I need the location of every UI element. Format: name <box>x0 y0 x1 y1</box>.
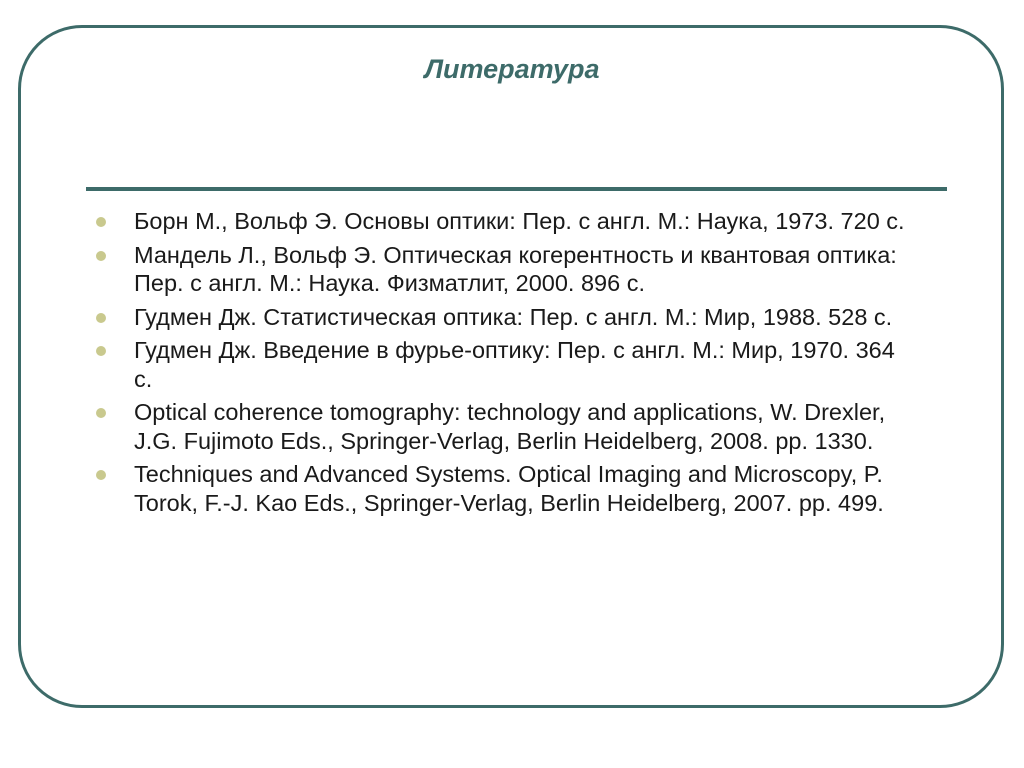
slide-title: Литература <box>424 54 600 84</box>
reference-list <box>96 207 916 522</box>
bullet-icon <box>96 408 106 418</box>
bullet-icon <box>96 470 106 480</box>
bullet-icon <box>96 251 106 261</box>
reference-text: Techniques and Advanced Systems. Optical Imaging and Microscopy, P. Torok, F.-J. Kao Eds., Springer-Verlag, Berlin Heidelberg, 2007. pp. 499. <box>134 461 884 516</box>
reference-text: Гудмен Дж. Статистическая оптика: Пер. с англ. М.: Мир, 1988. 528 с. <box>134 303 893 330</box>
reference-text: Мандель Л., Вольф Э. Оптическая когерентность и квантовая оптика: Пер. с англ. М.: Наука. Физматлит, 2000. 896 с. <box>134 241 897 296</box>
bullet-icon <box>96 313 106 323</box>
reference-item <box>96 398 916 455</box>
reference-text: Гудмен Дж. Введение в фурье-оптику: Пер. с англ. М.: Мир, 1970. 364 с. <box>134 337 895 392</box>
reference-item <box>96 303 916 332</box>
reference-item <box>96 207 916 236</box>
reference-item <box>96 336 916 393</box>
bullet-icon <box>96 346 106 356</box>
reference-text: Борн М., Вольф Э. Основы оптики: Пер. с англ. М.: Наука, 1973. 720 с. <box>134 208 905 234</box>
reference-text: Optical coherence tomography: technology and applications, W. Drexler, J.G. Fujimoto Eds., Springer-Verlag, Berlin Heidelberg, 2008. pp. 1330. <box>134 399 886 454</box>
reference-item <box>96 241 916 298</box>
title-divider <box>86 187 947 191</box>
bullet-icon <box>96 217 106 227</box>
reference-item <box>96 460 916 517</box>
